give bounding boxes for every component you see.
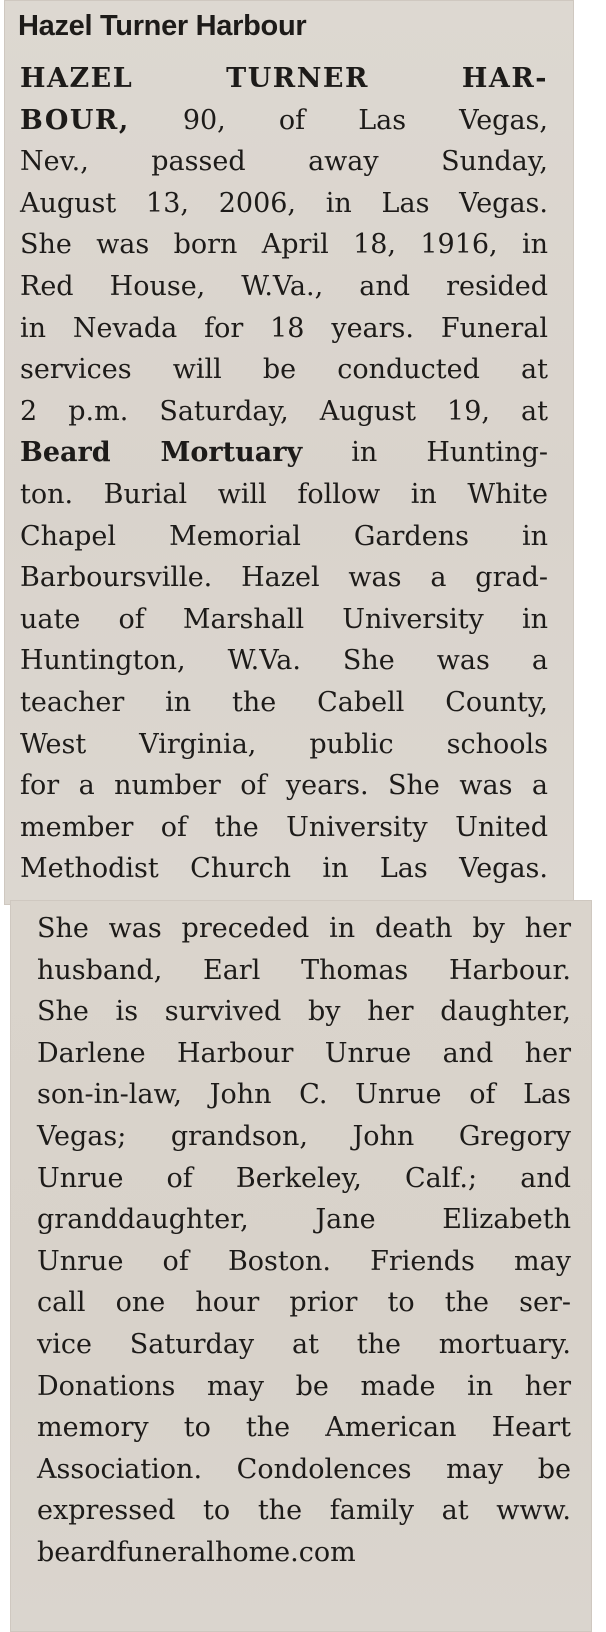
text-line: She was preceded in death by her: [37, 913, 571, 944]
text-line: son-in-law, John C. Unrue of Las: [37, 1079, 571, 1111]
text-line: She is survived by her daughter,: [37, 996, 571, 1028]
text-line: Chapel Memorial Gardens in: [20, 520, 548, 552]
text-line: for a number of years. She was a: [20, 770, 548, 802]
text-line: ton. Burial will follow in White: [20, 478, 548, 510]
text-line: vice Saturday at the mortuary.: [37, 1328, 571, 1360]
clipping-bottom: [10, 900, 592, 1632]
deceased-name-part2: BOUR,: [20, 104, 130, 136]
text-line: August 13, 2006, in Las Vegas.: [20, 187, 548, 219]
text-line: She was born April 18, 1916, in: [20, 229, 548, 261]
obituary-body-top: [20, 58, 548, 890]
text-line: Darlene Harbour Unrue and her: [37, 1037, 571, 1069]
text-line: Huntington, W.Va. She was a: [20, 645, 548, 677]
text-line: Unrue of Boston. Friends may: [37, 1245, 571, 1277]
text-line: Donations may be made in her: [37, 1370, 571, 1402]
deceased-name-part1: HAZEL TURNER HAR-: [20, 63, 548, 94]
text-line: services will be conducted at: [20, 354, 548, 386]
text-line: BOUR, 90, of Las Vegas,: [20, 104, 548, 136]
text-line: Unrue of Berkeley, Calf.; and: [37, 1162, 571, 1194]
obituary-body-bottom: [37, 908, 571, 1574]
text-line: teacher in the Cabell County,: [20, 686, 548, 718]
text-line-website: beardfuneralhome.com: [37, 1536, 356, 1568]
text-line: granddaughter, Jane Elizabeth: [37, 1204, 571, 1236]
text-line: husband, Earl Thomas Harbour.: [37, 954, 571, 986]
text-line: member of the University United: [20, 811, 548, 843]
text-line: memory to the American Heart: [37, 1412, 571, 1444]
text-line: uate of Marshall University in: [20, 603, 548, 635]
mortuary-name: Beard Mortuary: [20, 437, 303, 469]
text-line: call one hour prior to the ser-: [37, 1287, 571, 1319]
text-line: Red House, W.Va., and resided: [20, 270, 548, 302]
text-line: in Nevada for 18 years. Funeral: [20, 312, 548, 344]
text-line: 2 p.m. Saturday, August 19, at: [20, 395, 548, 427]
text-line: Barboursville. Hazel was a grad-: [20, 562, 548, 594]
text-line: Nev., passed away Sunday,: [20, 146, 548, 178]
headline: Hazel Turner Harbour: [18, 10, 307, 42]
clipping-top: [4, 0, 574, 905]
text-line: Beard Mortuary in Hunting-: [20, 437, 548, 469]
text-line: Vegas; grandson, John Gregory: [37, 1120, 571, 1152]
text-line: expressed to the family at www.: [37, 1495, 571, 1527]
text-line: [20, 58, 548, 100]
text-line: West Virginia, public schools: [20, 728, 548, 760]
text-line: Methodist Church in Las Vegas.: [20, 853, 548, 885]
text-line: Association. Condolences may be: [37, 1453, 571, 1485]
